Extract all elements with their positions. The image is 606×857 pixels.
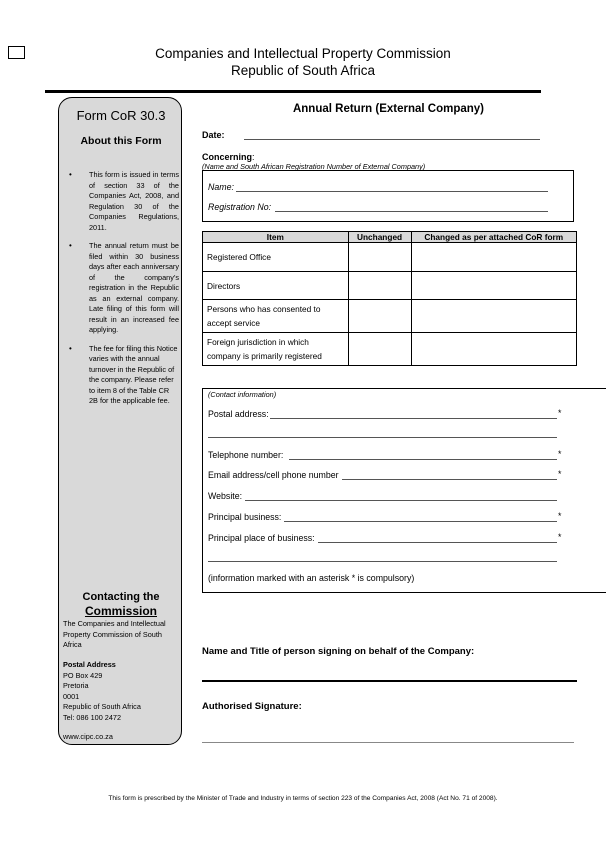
- about-bullets: [65, 170, 179, 415]
- table-row: [203, 333, 577, 366]
- about-title: About this Form: [80, 135, 162, 147]
- contact-intro: [63, 619, 181, 651]
- bullet-item: • The annual return must be filed within 30 business days after each anniversary of the company’s registration in the Republic as an external company. Late filing of this form will result in an increased fee applying.: [65, 241, 179, 336]
- bullet-item: • This form is issued in terms of section 33 of the Companies Act, 2008, and Regulation 30 of the Companies Regulations, 2011.: [65, 170, 179, 233]
- date-field[interactable]: [244, 139, 540, 140]
- telephone-label: Telephone number:: [208, 450, 284, 460]
- postal-line: Republic of South Africa: [63, 702, 141, 711]
- contact-intro-line: The Companies and Intellectual: [63, 619, 166, 628]
- principal-place-field-line2[interactable]: [208, 561, 557, 562]
- contact-intro-line: Africa: [63, 640, 82, 649]
- concerning-label: [202, 152, 255, 162]
- postal-line: Pretoria: [63, 681, 89, 690]
- postal-line: Tel: 086 100 2472: [63, 712, 122, 722]
- contact-title-line1: Contacting the: [82, 591, 160, 603]
- postal-heading: Postal Address: [63, 660, 116, 669]
- footer-note: This form is prescribed by the Minister of Trade and Industry in terms of section 223 of the Companies Act, 2008 (Act No. 71 of 2008).: [108, 795, 498, 802]
- required-asterisk: *: [558, 469, 562, 479]
- table-row: [203, 243, 577, 272]
- required-asterisk: *: [558, 408, 562, 418]
- changed-cell[interactable]: [411, 300, 576, 333]
- unchanged-cell[interactable]: [348, 272, 411, 300]
- signature-field[interactable]: [202, 742, 574, 743]
- principal-business-label: Principal business:: [208, 512, 282, 522]
- form-code: Form CoR 30.3: [76, 108, 166, 123]
- name-field[interactable]: [236, 191, 548, 192]
- principal-business-field[interactable]: [284, 521, 557, 522]
- row-item-label: Directors: [203, 272, 349, 300]
- unchanged-cell[interactable]: [348, 243, 411, 272]
- website-link[interactable]: www.cipc.co.za: [63, 732, 113, 741]
- registration-field[interactable]: [275, 211, 548, 212]
- website-field[interactable]: [245, 500, 557, 501]
- principal-place-field[interactable]: [318, 542, 557, 543]
- table-header-row: [203, 232, 577, 243]
- name-label: Name:: [208, 182, 234, 192]
- required-asterisk: *: [558, 449, 562, 459]
- org-country: Republic of South Africa: [230, 63, 376, 78]
- header-rule: [45, 90, 541, 93]
- required-asterisk: *: [558, 532, 562, 542]
- registration-label: Registration No:: [208, 202, 272, 212]
- unchanged-cell[interactable]: [348, 333, 411, 366]
- contact-heading: (Contact information): [208, 390, 277, 399]
- contact-title: [59, 590, 183, 618]
- postal-line: 0001: [63, 691, 80, 701]
- form-title: Annual Return (External Company): [292, 103, 485, 115]
- compulsory-note: (information marked with an asterisk * is compulsory): [208, 573, 415, 583]
- company-details-box: [202, 170, 574, 222]
- table-row: [203, 272, 577, 300]
- col-header-item: Item: [203, 232, 349, 243]
- email-field[interactable]: [342, 479, 557, 480]
- unchanged-cell[interactable]: [348, 300, 411, 333]
- date-label: Date:: [202, 130, 225, 140]
- contact-intro-line: Property Commission of South: [63, 629, 162, 639]
- concerning-label-text: Concerning: [202, 152, 253, 162]
- telephone-field[interactable]: [289, 459, 557, 460]
- principal-place-label: Principal place of business:: [208, 533, 315, 543]
- bullet-item: • The fee for filing this Notice varies with the annual turnover in the Republic of the company. Please refer to item 8 of the Table CR 2B for the applicable fee.: [65, 344, 179, 407]
- concerning-colon: :: [252, 152, 255, 162]
- signatory-label: Name and Title of person signing on behalf of the Company:: [202, 646, 475, 657]
- email-label: Email address/cell phone number: [208, 470, 339, 480]
- contact-info-box: [202, 388, 606, 593]
- col-header-changed: Changed as per attached CoR form: [411, 232, 576, 243]
- signatory-field[interactable]: [202, 680, 577, 682]
- required-asterisk: *: [558, 511, 562, 521]
- table-row: [203, 300, 577, 333]
- postal-field-line2[interactable]: [208, 437, 557, 438]
- postal-line: PO Box 429: [63, 670, 103, 680]
- postal-label: Postal address:: [208, 409, 269, 419]
- info-sidebar: [58, 97, 182, 745]
- postal-address: [63, 660, 181, 723]
- org-name: Companies and Intellectual Property Commission: [155, 46, 451, 61]
- changed-cell[interactable]: [411, 333, 576, 366]
- row-item-label: Persons who has consented to accept service: [203, 300, 349, 333]
- concerning-note: (Name and South African Registration Number of External Company): [202, 162, 426, 171]
- contact-title-line2: Commission: [84, 604, 157, 618]
- changed-cell[interactable]: [411, 243, 576, 272]
- postal-field[interactable]: [270, 418, 557, 419]
- changes-table: [202, 231, 577, 366]
- website-label: Website:: [208, 491, 243, 501]
- changed-cell[interactable]: [411, 272, 576, 300]
- signature-label: Authorised Signature:: [202, 701, 302, 712]
- col-header-unchanged: Unchanged: [348, 232, 411, 243]
- row-item-label: Foreign jurisdiction in which company is primarily registered: [203, 333, 349, 366]
- row-item-label: Registered Office: [203, 243, 349, 272]
